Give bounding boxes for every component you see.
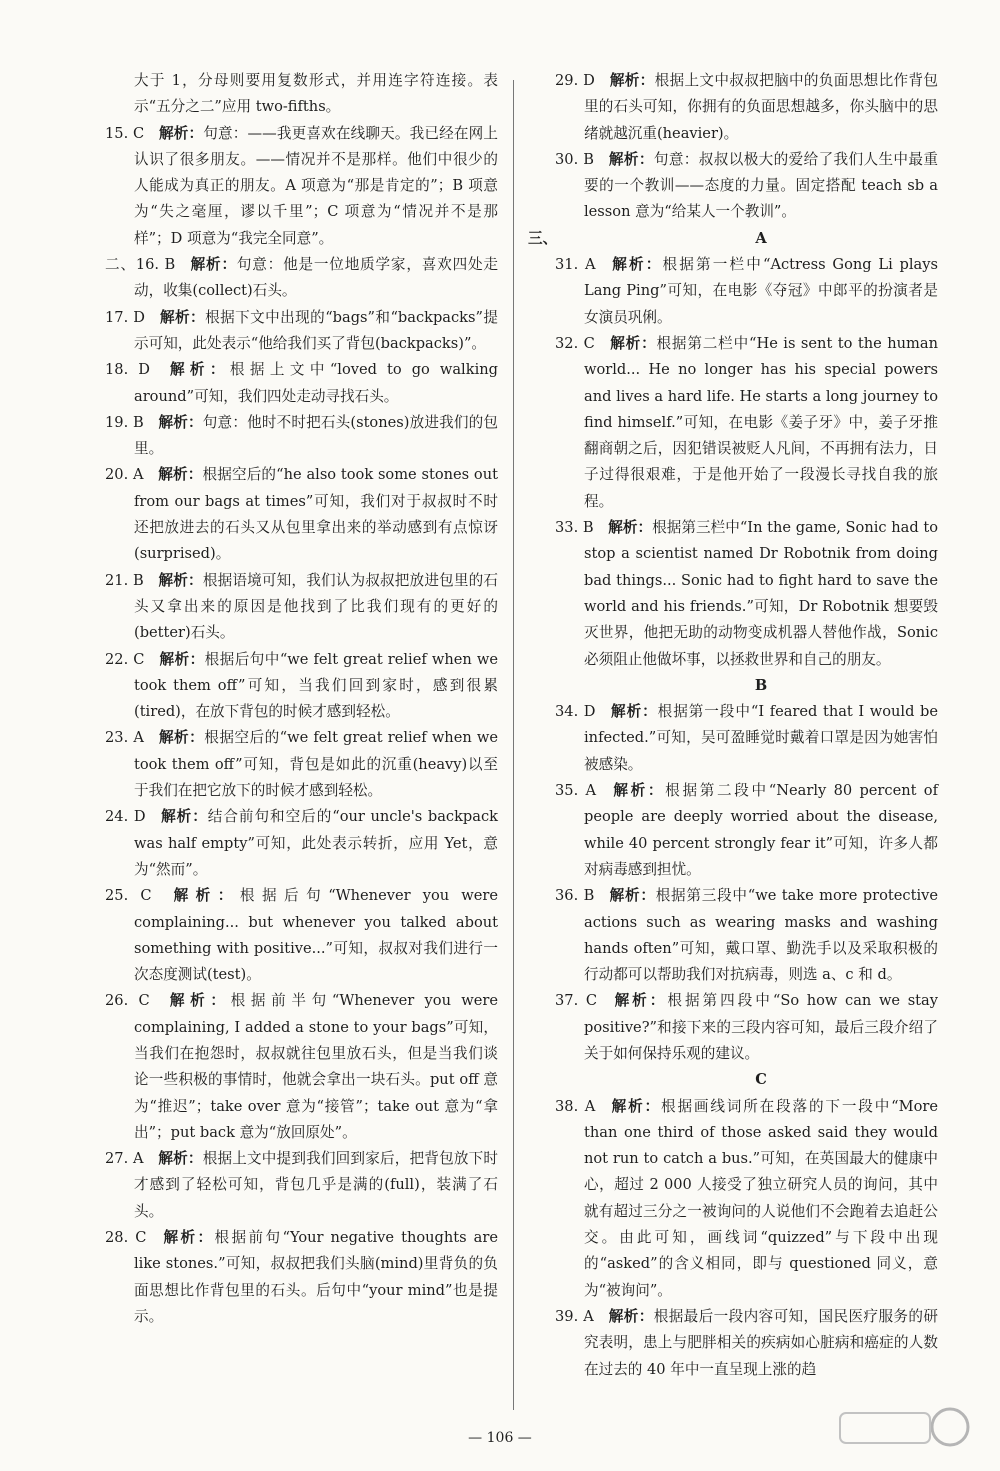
answer-item (78, 462, 498, 567)
analysis-label: 解析： (158, 571, 203, 589)
answer-number: 16. B (135, 256, 190, 274)
answer-item (78, 647, 498, 726)
passage-letter: B (754, 676, 768, 694)
answer-number: 32. C (555, 334, 610, 352)
answer-item (78, 1146, 498, 1225)
answer-item (528, 331, 938, 515)
answer-item (528, 515, 938, 673)
answer-text: 句意：他时不时把石头(stones)放进我们的包里。 (134, 413, 498, 458)
analysis-label: 解析： (609, 72, 655, 89)
analysis-label: 解析： (166, 887, 240, 905)
answer-number: 23. A (105, 729, 159, 747)
answer-item (78, 1225, 498, 1330)
watermark-logo (830, 1403, 980, 1463)
answer-number: 29. D (555, 72, 610, 89)
analysis-label: 解析： (608, 1307, 654, 1325)
answer-number: 18. D (105, 361, 165, 379)
page-footer: — 106 — (468, 1430, 532, 1446)
answer-number: 38. A (555, 1097, 610, 1115)
answer-number: 28. C (105, 1229, 162, 1247)
answer-item (78, 357, 498, 410)
answer-text: 根据语境可知，我们认为叔叔把放进包里的石头又拿出来的原因是他找到了比我们现有的更好的(better)石头。 (134, 571, 498, 642)
answer-text: 根据空后的“he also took some stones out from our bags at times”可知，我们对于叔叔时不时还把放进去的石头又从包里拿出来的举动感到有点惊讶(surprised)。 (134, 466, 498, 563)
answer-item (528, 1304, 938, 1383)
answer-number: 17. D (105, 308, 160, 326)
analysis-label: 解析： (161, 1229, 215, 1247)
answer-item (528, 68, 938, 147)
answer-text: 根据上文中提到我们回到家后，把背包放下时才感到了轻松可知，背包几乎是满的(full)，装满了石头。 (134, 1150, 498, 1220)
answer-item (78, 252, 498, 305)
answer-number: 36. B (555, 887, 609, 905)
analysis-label: 解析： (164, 992, 231, 1010)
answer-item (528, 252, 938, 331)
analysis-label: 解析： (158, 466, 203, 484)
analysis-label: 解析： (610, 703, 658, 721)
answer-number: 30. B (555, 150, 609, 168)
answer-number: 21. B (105, 571, 159, 589)
analysis-label: 解析： (609, 1097, 661, 1115)
answer-item (78, 725, 498, 804)
answer-text: 根据最后一段内容可知，国民医疗服务的研究表明，患上与肥胖相关的疾病如心脏病和癌症的人数在过去的 40 年中一直呈现上涨的趋 (584, 1307, 938, 1378)
answer-text: 根据第一段中“I feared that I would be infected.”可知，吴可盈睡觉时戴着口罩是因为她害怕被感染。 (584, 703, 938, 773)
answer-text: 根据画线词所在段落的下一段中“More than one third of those asked said they would not run to catch a bus.”可知，在英国最大的健康中心，超过 2 000 人接受了独立研究人员的询问，其中就有超过三分之一被询问的人说他们不会跑着去追赶公交。由此可知，画线词“quizzed”与下段中出现的“asked”的含义相同，即与 questioned 同义，意为“被询问”。 (584, 1097, 938, 1299)
answer-text: 大于 1，分母则要用复数形式，并用连字符连接。表示“五分之二”应用 two-fifths。 (134, 72, 498, 116)
analysis-label: 解析： (159, 650, 205, 668)
answer-text: 根据前句“Your negative thoughts are like stones.”可知，叔叔把我们头脑(mind)里背负的负面思想比作背包里的石头。后句中“your mind”也是提示。 (134, 1229, 498, 1325)
section-marker: 三、 (528, 229, 558, 247)
answer-number: 24. D (105, 808, 161, 826)
analysis-label: 解析： (158, 729, 205, 747)
answer-text: 根据第二段中“Nearly 80 percent of people are deeply worried about the disease, while 40 percent strongly fear it”可知，许多人都对病毒感到担忧。 (584, 782, 938, 878)
answer-number: 34. D (555, 703, 611, 721)
answer-text: 句意：叔叔以极大的爱给了我们人生中最重要的一个教训——态度的力量。固定搭配 teach sb a lesson 意为“给某人一个教训”。 (584, 150, 938, 221)
answer-item (528, 1094, 938, 1304)
answer-item (78, 988, 498, 1146)
left-column (78, 68, 498, 1330)
answer-number: 22. C (105, 650, 160, 668)
answer-number: 27. A (105, 1150, 159, 1168)
answer-item (528, 883, 938, 988)
answer-item (528, 147, 938, 226)
answer-text: 句意：他是一位地质学家，喜欢四处走动，收集(collect)石头。 (134, 256, 498, 300)
answer-item (78, 883, 498, 988)
answer-text: 根据第三段中“we take more protective actions such as wearing masks and washing hands often”可知，戴口罩、勤洗手以及采取积极的行动都可以帮助我们对抗病毒，则选 a、c 和 d。 (584, 887, 938, 984)
section-marker: 二、 (105, 256, 136, 274)
answer-item (78, 410, 498, 463)
passage-letter: A (755, 229, 767, 247)
answer-number: 37. C (555, 992, 612, 1010)
answer-text: 结合前句和空后的“our uncle's backpack was half empty”可知，此处表示转折，应用 Yet，意为“然而”。 (134, 808, 498, 878)
answer-item (78, 68, 498, 121)
answer-text: 根据后句中“we felt great relief when we took them off”可知，当我们回到家时，感到很累(tired)，在放下背包的时候才感到轻松。 (134, 650, 498, 721)
column-divider (513, 80, 514, 1410)
page-number: 106 (486, 1430, 514, 1446)
answer-number: 26. C (105, 992, 165, 1010)
analysis-label: 解析： (164, 361, 230, 379)
analysis-label: 解析： (609, 334, 657, 352)
answer-number: 33. B (555, 519, 609, 537)
answer-text: 根据第四段中“So how can we stay positive?”和接下来的三段内容可知，最后三段介绍了关于如何保持乐观的建议。 (584, 992, 938, 1062)
analysis-label: 解析： (189, 256, 237, 274)
answer-item (78, 804, 498, 883)
analysis-label: 解析： (611, 992, 668, 1010)
answer-item (78, 305, 498, 358)
answer-text: 句意：——我更喜欢在线聊天。我已经在网上认识了很多朋友。——情况并不是那样。他们中很少的人能成为真正的朋友。A 项意为“那是肯定的”；B 项意为“失之毫厘，谬以千里”；C 项意为“情况并不是那样”；D 项意为“我完全同意”。 (134, 124, 498, 247)
answer-item (528, 699, 938, 778)
analysis-label: 解析： (158, 1150, 203, 1168)
answer-text: 根据后句“Whenever you were complaining... but whenever you talked about something with positive...”可知，叔叔对我们进行一次态度测试(test)。 (134, 887, 499, 984)
answer-number: 15. C (105, 124, 159, 142)
answer-number: 19. B (105, 413, 159, 431)
answer-item (528, 988, 938, 1067)
answer-text: 根据第二栏中“He is sent to the human world... He no longer has his special powers and lives a hard life. He starts a long journey to find himself.”可知，在电影《姜子牙》中，姜子牙推翻商朝之后，因犯错误被贬人凡间，不再拥有法力，日子过得很艰难，于是他开始了一段漫长寻找自我的旅程。 (584, 334, 938, 510)
analysis-label: 解析： (159, 308, 206, 326)
answer-number: 39. A (555, 1307, 609, 1325)
answer-number: 35. A (555, 782, 611, 800)
analysis-label: 解析： (610, 782, 666, 800)
answer-item (528, 778, 938, 883)
analysis-label: 解析： (158, 124, 204, 142)
answer-text: 根据下文中出现的“bags”和“backpacks”提示可知，此处表示“他给我们买了背包(backpacks)”。 (134, 308, 498, 352)
answer-text: 根据上文中“loved to go walking around”可知，我们四处走动寻找石头。 (134, 361, 498, 405)
passage-letter: C (755, 1071, 767, 1089)
analysis-label: 解析： (608, 150, 654, 168)
answer-text: 根据前半句“Whenever you were complaining, I added a stone to your bags”可知，当我们在抱怨时，叔叔就往包里放石头，但是当我们谈论一些积极的事情时，他就会拿出一块石头。put off 意为“推迟”；take over 意为“接管”；take out 意为“拿出”；put back 意为“放回原处”。 (134, 992, 499, 1141)
answer-number: 20. A (105, 466, 159, 484)
answer-text: 根据第三栏中“In the game, Sonic had to stop a scientist named Dr Robotnik from doing bad things... Sonic had to fight hard to save the world and his friends.”可知，Dr Robotnik 想要毁灭世界，他把无助的动物变成机器人替他作战，Sonic 必须阻止他做坏事，以拯救世界和自己的朋友。 (584, 519, 938, 668)
right-column (528, 68, 938, 1383)
answer-text: 根据空后的“we felt great relief when we took them off”可知，背包是如此的沉重(heavy)以至于我们在把它放下的时候才感到轻松。 (134, 729, 499, 800)
answer-text: 根据上文中叔叔把脑中的负面思想比作背包里的石头可知，你拥有的负面思想越多，你头脑中的思绪就越沉重(heavier)。 (584, 72, 938, 142)
answer-text: 根据第一栏中“Actress Gong Li plays Lang Ping”可知，在电影《夺冠》中郎平的扮演者是女演员巩俐。 (584, 256, 938, 326)
answer-item (78, 121, 498, 252)
analysis-label: 解析： (610, 256, 663, 274)
answer-number: 31. A (555, 256, 611, 274)
answer-item (78, 568, 498, 647)
analysis-label: 解析： (608, 887, 656, 905)
analysis-label: 解析： (158, 413, 203, 431)
answer-number: 25. C (105, 887, 167, 905)
analysis-label: 解析： (160, 808, 208, 826)
analysis-label: 解析： (608, 519, 653, 537)
